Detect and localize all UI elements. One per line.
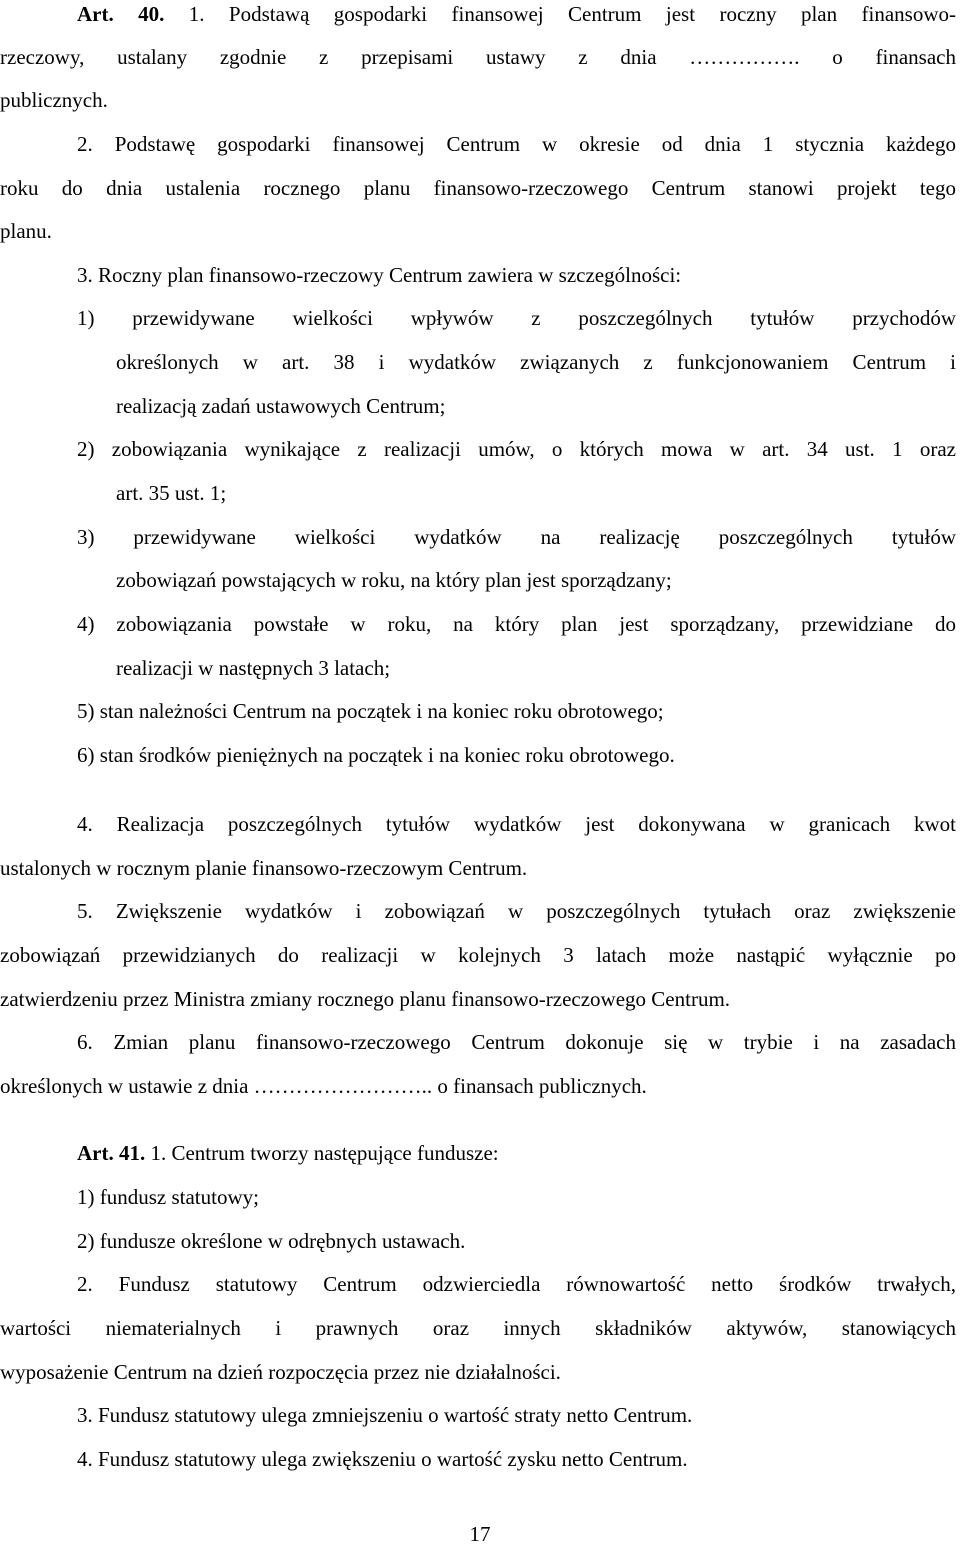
art40-line-19: 4. Realizacja poszczególnych tytułów wydatków jest dokonywana w granicach kwot xyxy=(77,812,956,836)
art41-line-3: 2) fundusze określone w odrębnych ustawach. xyxy=(77,1229,466,1253)
art41-line-7: 3. Fundusz statutowy ulega zmniejszeniu o wartość straty netto Centrum. xyxy=(77,1403,693,1427)
art40-line-7: 3. Roczny plan finansowo-rzeczowy Centrum zawiera w szczególności: xyxy=(77,263,682,287)
art40-line-14: zobowiązań powstających w roku, na który plan jest sporządzany; xyxy=(116,568,672,592)
art40-line-11: 2) zobowiązania wynikające z realizacji umów, o których mowa w art. 34 ust. 1 oraz xyxy=(77,437,956,461)
art40-line-17: 5) stan należności Centrum na początek i na koniec roku obrotowego; xyxy=(77,699,664,723)
art40-line-3: publicznych. xyxy=(0,88,108,112)
art41-line-4: 2. Fundusz statutowy Centrum odzwierciedla równowartość netto środków trwałych, xyxy=(77,1272,956,1296)
art40-line-2: rzeczowy, ustalany zgodnie z przepisami ustawy z dnia ……………. o finansach xyxy=(0,45,956,69)
art40-line-22: zobowiązań przewidzianych do realizacji w kolejnych 3 latach może nastąpić wyłącznie po xyxy=(0,943,956,967)
art40-line-15: 4) zobowiązania powstałe w roku, na który plan jest sporządzany, przewidziane do xyxy=(77,612,956,636)
art40-line-20: ustalonych w rocznym planie finansowo-rzeczowym Centrum. xyxy=(0,856,528,880)
art41-line-2: 1) fundusz statutowy; xyxy=(77,1185,259,1209)
art40-line-25: określonych w ustawie z dnia …………………….. o finansach publicznych. xyxy=(0,1074,647,1098)
art41-line-1: Art. 41. 1. Centrum tworzy następujące fundusze: xyxy=(77,1141,499,1165)
art40-line-24: 6. Zmian planu finansowo-rzeczowego Centrum dokonuje się w trybie i na zasadach xyxy=(77,1030,956,1054)
art40-line-13: 3) przewidywane wielkości wydatków na realizację poszczególnych tytułów xyxy=(77,525,956,549)
page-number: 17 xyxy=(469,1522,491,1546)
art40-line-6: planu. xyxy=(0,219,52,243)
art40-line-23: zatwierdzeniu przez Ministra zmiany rocznego planu finansowo-rzeczowego Centrum. xyxy=(0,987,731,1011)
art40-line-21: 5. Zwiększenie wydatków i zobowiązań w poszczególnych tytułach oraz zwiększenie xyxy=(77,899,956,923)
art40-line-1: Art. 40. 1. Podstawą gospodarki finansowej Centrum jest roczny plan finansowo- xyxy=(77,2,956,26)
art40-line-8: 1) przewidywane wielkości wpływów z poszczególnych tytułów przychodów xyxy=(77,306,956,330)
art40-line-18: 6) stan środków pieniężnych na początek i na koniec roku obrotowego. xyxy=(77,743,675,767)
art40-line-10: realizacją zadań ustawowych Centrum; xyxy=(116,394,446,418)
art40-line-12: art. 35 ust. 1; xyxy=(116,481,227,505)
art40-line-4: 2. Podstawę gospodarki finansowej Centrum w okresie od dnia 1 stycznia każdego xyxy=(77,132,956,156)
art41-label: Art. 41. xyxy=(77,1141,146,1165)
art40-label: Art. 40. xyxy=(77,2,165,26)
art41-line-6: wyposażenie Centrum na dzień rozpoczęcia przez nie działalności. xyxy=(0,1360,561,1384)
art40-line-9: określonych w art. 38 i wydatków związanych z funkcjonowaniem Centrum i xyxy=(116,350,956,374)
art40-line-5: roku do dnia ustalenia rocznego planu finansowo-rzeczowego Centrum stanowi projekt tego xyxy=(0,176,956,200)
art40-line-16: realizacji w następnych 3 latach; xyxy=(116,656,391,680)
art41-line-8: 4. Fundusz statutowy ulega zwiększeniu o wartość zysku netto Centrum. xyxy=(77,1447,688,1471)
art41-line-5: wartości niematerialnych i prawnych oraz innych składników aktywów, stanowiących xyxy=(0,1316,956,1340)
